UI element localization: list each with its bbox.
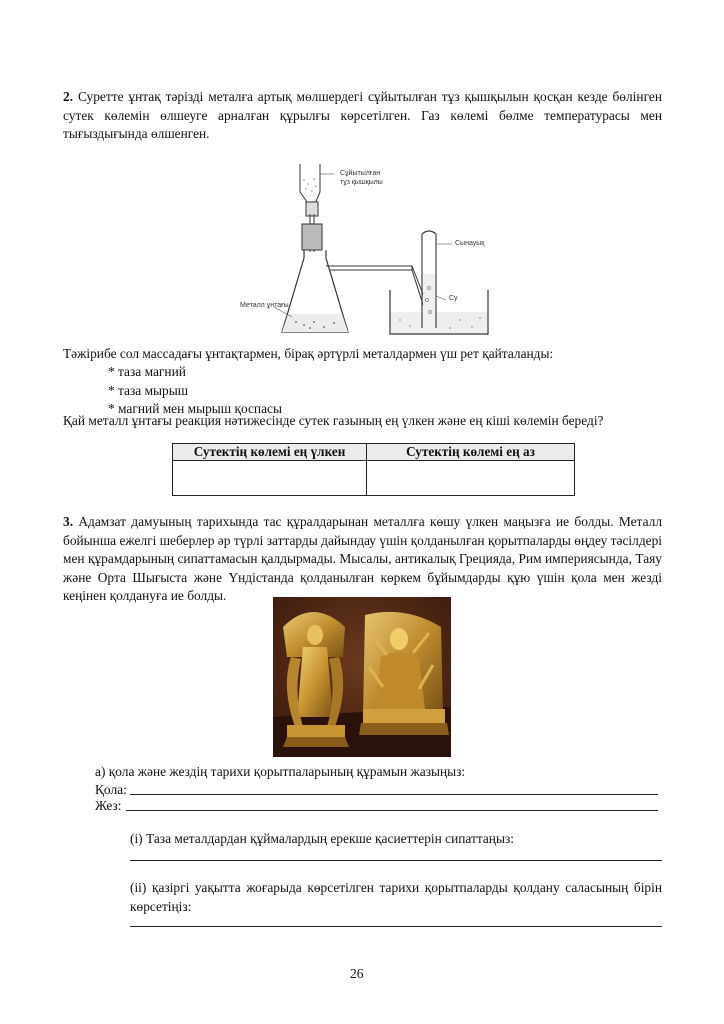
list-item: * магний мен мырыш қоспасы	[108, 401, 282, 416]
hydrogen-volume-table	[172, 443, 575, 496]
brass-answer-line[interactable]	[126, 810, 658, 811]
delivery-tube	[326, 266, 430, 314]
flask-stopper	[302, 224, 322, 250]
page-number: 26	[350, 966, 364, 981]
right-statue	[359, 612, 449, 735]
question-3-number: 3.	[63, 514, 74, 529]
label-metal-powder: Металл ұнтағы	[240, 302, 289, 309]
left-statue	[283, 612, 349, 747]
part-i-prompt: (i) Таза металдардан құймалардың ерекше қасиеттерін сипаттаңыз:	[130, 831, 514, 846]
bronze-label: Қола:	[95, 782, 127, 797]
q2-question: Қай металл ұнтағы реакция нәтижесінде сутек газының ең үлкен және ең кіші көлемін береді?	[63, 413, 604, 428]
bronze-statues-photo	[273, 597, 451, 757]
question-2-body: Суретте ұнтақ тәрізді металға артық мөлшердегі сұйытылған тұз қышқылын қосқан кезде бөлінген сутек көлемін өлшеуге арналған құрылғы көрсетілген. Газ көлемі бөлме температурасы мен тығыздығында өлшенген.	[63, 89, 662, 141]
label-water: Су	[449, 295, 458, 302]
bronze-answer-line[interactable]	[130, 794, 658, 795]
part-ii-answer-line[interactable]	[130, 926, 662, 927]
trough-water	[391, 312, 487, 333]
header-max-volume: Сутектің көлемі ең үлкен	[173, 444, 367, 461]
brass-label: Жез:	[95, 798, 122, 813]
tube-water	[423, 274, 435, 328]
q2-list	[108, 363, 508, 419]
hydrogen-apparatus-diagram	[230, 162, 490, 342]
question-3-text	[63, 513, 662, 606]
question-3-body: Адамзат дамуының тарихында тас құралдарынан металлға көшу үлкен маңызға ие болды. Металл бойынша ежелгі шеберлер әр түрлі заттарды дайындау үшін қолданылған қорытпаларды өңдеу тәсілдері мен құрамдарының сипаттамасын қалдырмады. Мысалы, антикалық Грецияда, Рим империясында, Таяу және Орта Шығыста және Үндістанда қолданылған көркем бұйымдарды құю үшін қола мен жезді кеңінен қолдануға ие болды.	[63, 514, 662, 603]
part-ii-prompt: (ii) қазіргі уақытта жоғарыда көрсетілген тарихи қорытпаларды қолдану саласының бірін көрсетіңіз:	[130, 880, 662, 914]
acid-liquid	[303, 178, 317, 192]
question-2-text	[63, 88, 662, 144]
header-min-volume: Сутектің көлемі ең аз	[367, 444, 575, 461]
label-test-tube: Сынауық	[455, 240, 485, 247]
question-2-number: 2.	[63, 89, 74, 104]
part-a-prompt: а) қола және жездің тарихи қорытпаларының құрамын жазыңыз:	[95, 764, 466, 779]
list-item: * таза магний	[108, 364, 186, 379]
answer-cell-min[interactable]	[367, 461, 575, 496]
label-dilute-acid: Сұйытылған тұз қышқылы	[340, 170, 383, 186]
part-i-answer-line[interactable]	[130, 860, 662, 861]
list-item: * таза мырыш	[108, 382, 189, 398]
answer-cell-max[interactable]	[173, 461, 367, 496]
q2-intro: Тәжірибе сол массадағы ұнтақтармен, бірақ әртүрлі металдармен үш рет қайталанды:	[63, 346, 554, 361]
